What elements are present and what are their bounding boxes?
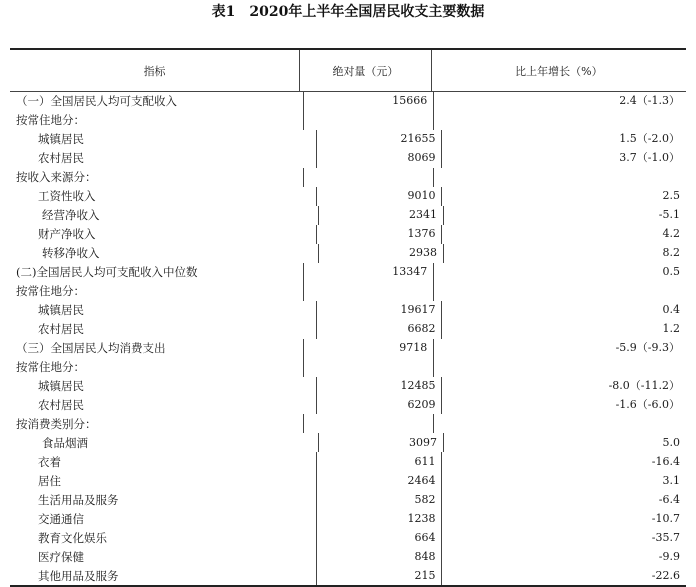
row-growth: 1.2 — [441, 320, 686, 339]
row-growth — [433, 282, 686, 301]
row-growth — [433, 358, 686, 377]
row-label: 城镇居民 — [38, 379, 84, 394]
row-value: 15666 — [303, 92, 433, 111]
row-growth: 5.0 — [443, 433, 686, 452]
row-label: 农村居民 — [38, 322, 84, 337]
row-value: 2464 — [316, 471, 442, 490]
table-row — [10, 377, 686, 396]
row-growth: 8.2 — [443, 244, 686, 263]
table-row — [10, 339, 686, 358]
row-label: 城镇居民 — [38, 303, 84, 318]
row-growth — [433, 414, 686, 433]
table-title: 表1 2020年上半年全国居民收支主要数据 — [211, 4, 485, 20]
row-value: 3097 — [318, 433, 443, 452]
table-row — [10, 130, 686, 149]
row-growth: 3.7（-1.0） — [441, 149, 686, 168]
row-label: （一）全国居民人均可支配收入 — [16, 94, 177, 109]
row-growth: 1.5（-2.0） — [441, 130, 686, 149]
table-row — [10, 509, 686, 528]
row-growth: -35.7 — [441, 528, 686, 547]
table-row — [10, 263, 686, 282]
table-row — [10, 566, 686, 585]
table-row — [10, 358, 686, 377]
row-label: 按消费类别分： — [16, 416, 97, 431]
row-growth: -10.7 — [441, 509, 686, 528]
table-row — [10, 547, 686, 566]
row-value: 8069 — [316, 149, 442, 168]
row-growth: 4.2 — [441, 225, 686, 244]
row-value — [303, 358, 433, 377]
table-header — [10, 50, 686, 92]
table-row — [10, 471, 686, 490]
row-label: 农村居民 — [38, 397, 84, 412]
row-label: 教育文化娱乐 — [38, 530, 107, 545]
row-value: 19617 — [316, 301, 442, 320]
row-label: 生活用品及服务 — [38, 492, 119, 507]
row-label: (二)全国居民人均可支配收入中位数 — [16, 265, 198, 280]
row-growth: -16.4 — [441, 452, 686, 471]
row-value: 9718 — [303, 339, 433, 358]
table-row — [10, 92, 686, 111]
row-growth: 0.5 — [433, 263, 686, 282]
row-value — [303, 282, 433, 301]
row-growth: -22.6 — [441, 566, 686, 585]
table-row — [10, 282, 686, 301]
row-value — [303, 414, 433, 433]
row-label: 按常住地分： — [16, 284, 85, 299]
row-value: 13347 — [303, 263, 433, 282]
table-row — [10, 206, 686, 225]
row-value: 582 — [316, 490, 442, 509]
row-label: 农村居民 — [38, 151, 84, 166]
table-row — [10, 528, 686, 547]
row-label: 医疗保健 — [38, 549, 84, 564]
row-value: 664 — [316, 528, 442, 547]
row-value: 215 — [316, 566, 442, 585]
header-growth: 比上年增长（%） — [431, 50, 686, 91]
row-value — [303, 168, 433, 187]
row-value: 2341 — [318, 206, 443, 225]
header-indicator: 指标 — [143, 64, 166, 78]
row-label: 交通通信 — [38, 511, 84, 526]
row-value — [303, 111, 433, 130]
row-label: 其他用品及服务 — [38, 568, 119, 583]
table-row — [10, 414, 686, 433]
row-value: 1238 — [316, 509, 442, 528]
row-growth: -5.9（-9.3） — [433, 339, 686, 358]
row-label: 经营净收入 — [42, 208, 100, 223]
row-label: 按常住地分： — [16, 113, 85, 128]
row-label: 衣着 — [38, 454, 61, 469]
table-row — [10, 168, 686, 187]
row-label: 转移净收入 — [42, 246, 100, 261]
row-value: 2938 — [318, 244, 443, 263]
row-value: 9010 — [316, 187, 442, 206]
row-value: 12485 — [316, 377, 442, 396]
table-row — [10, 225, 686, 244]
row-growth — [433, 168, 686, 187]
row-label: 按常住地分： — [16, 360, 85, 375]
row-label: （三）全国居民人均消费支出 — [16, 341, 166, 356]
row-growth: 2.4（-1.3） — [433, 92, 686, 111]
table-row — [10, 320, 686, 339]
row-value: 848 — [316, 547, 442, 566]
row-growth — [433, 111, 686, 130]
table-row — [10, 452, 686, 471]
row-growth: -5.1 — [443, 206, 686, 225]
row-value: 6209 — [316, 396, 442, 415]
row-growth: 3.1 — [441, 471, 686, 490]
row-label: 居住 — [38, 473, 61, 488]
row-growth: 0.4 — [441, 301, 686, 320]
row-growth: -6.4 — [441, 490, 686, 509]
row-value: 611 — [316, 452, 442, 471]
row-value: 21655 — [316, 130, 442, 149]
table-row — [10, 490, 686, 509]
row-growth: -9.9 — [441, 547, 686, 566]
table-row — [10, 396, 686, 415]
row-label: 城镇居民 — [38, 132, 84, 147]
row-value: 6682 — [316, 320, 442, 339]
table-row — [10, 244, 686, 263]
row-label: 按收入来源分： — [16, 170, 97, 185]
row-label: 财产净收入 — [38, 227, 96, 242]
header-absolute: 绝对量（元） — [299, 50, 431, 91]
table-row — [10, 111, 686, 130]
row-growth: -1.6（-6.0） — [441, 396, 686, 415]
table-row — [10, 433, 686, 452]
row-label: 工资性收入 — [38, 189, 96, 204]
income-expenditure-table — [10, 48, 686, 587]
row-growth: 2.5 — [441, 187, 686, 206]
table-row — [10, 149, 686, 168]
table-row — [10, 301, 686, 320]
table-row — [10, 187, 686, 206]
row-label: 食品烟酒 — [42, 435, 88, 450]
row-value: 1376 — [316, 225, 442, 244]
row-growth: -8.0（-11.2） — [441, 377, 686, 396]
